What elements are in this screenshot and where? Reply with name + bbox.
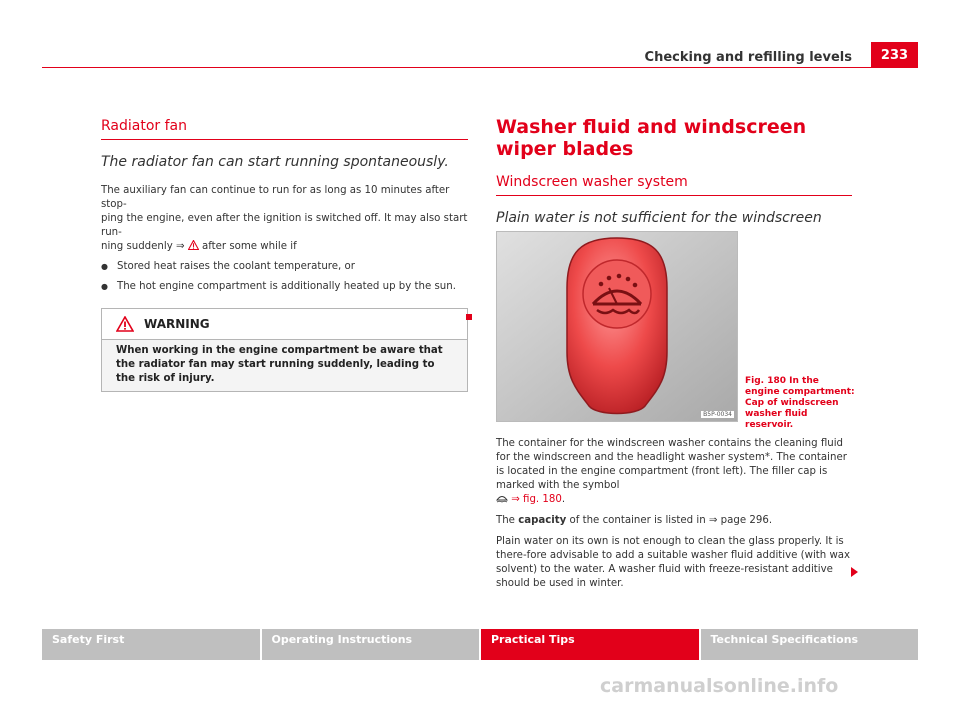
washer-paragraph-3: Plain water on its own is not enough to clean the glass properly. It is there-fore advisable to add a suitable washer fluid additive (with wax solvent) to the water. A washer fluid with freeze-resistant additive should be used in winter. — [496, 536, 851, 589]
para1-text: The container for the windscreen washer contains the cleaning fluid for the windscreen and the headlight washer system*. The container is located in the engine compartment (front left). The filler cap is marked with the symbol — [496, 438, 847, 491]
watermark: carmanualsonline.info — [600, 675, 839, 697]
washer-symbol-icon — [496, 493, 508, 503]
para2-b: of the container is listed in ⇒ page 296. — [566, 515, 773, 526]
paragraph-line-3a: ning suddenly ⇒ — [101, 241, 188, 252]
warning-label: WARNING — [144, 317, 210, 331]
left-column — [101, 118, 468, 392]
washer-cap-illustration — [497, 232, 737, 421]
section-rule — [496, 195, 852, 196]
washer-paragraph-2 — [496, 514, 856, 528]
list-item: ● Stored heat raises the coolant temperature, or — [101, 260, 468, 274]
radiator-fan-paragraph — [101, 184, 468, 254]
warning-triangle-icon — [188, 240, 199, 250]
footer-tab-technical-specifications[interactable]: Technical Specifications — [701, 629, 919, 660]
washer-system-subtitle: Plain water is not sufficient for the windscreen — [496, 210, 822, 226]
paragraph-line-2: ping the engine, even after the ignition is switched off. It may also start run- — [101, 213, 468, 238]
radiator-fan-title: Radiator fan — [101, 118, 187, 134]
warning-triangle-icon — [116, 316, 134, 332]
figure-reference-link[interactable]: ⇒ fig. 180 — [511, 494, 562, 505]
warning-text: When working in the engine compartment be aware that the radiator fan may start running suddenly, leading to the risk of injury. — [116, 345, 443, 384]
condition-list — [101, 260, 468, 294]
washer-cap-figure — [496, 231, 738, 422]
footer-tab-safety-first[interactable]: Safety First — [42, 629, 262, 660]
washer-system-title: Windscreen washer system — [496, 174, 688, 190]
figure-caption: Fig. 180 In the engine compartment: Cap of windscreen washer fluid reservoir. — [745, 376, 855, 430]
header-title: Checking and refilling levels — [644, 50, 852, 65]
page-number: 233 — [871, 42, 918, 67]
footer-tab-practical-tips[interactable]: Practical Tips — [481, 629, 701, 660]
footer-nav — [42, 629, 918, 660]
washer-body-text — [496, 437, 856, 598]
capacity-term: capacity — [518, 515, 567, 526]
section-end-marker — [466, 314, 472, 320]
para1-end: . — [561, 494, 566, 505]
washer-paragraph-1 — [496, 437, 856, 507]
radiator-fan-subtitle: The radiator fan can start running spontaneously. — [101, 154, 449, 170]
header-rule — [42, 67, 918, 68]
warning-box — [101, 308, 468, 392]
section-rule — [101, 139, 468, 140]
paragraph-line-1: The auxiliary fan can continue to run for as long as 10 minutes after stop- — [101, 185, 450, 210]
chapter-title: Washer fluid and windscreen wiper blades — [496, 116, 807, 160]
footer-tab-operating-instructions[interactable]: Operating Instructions — [262, 629, 482, 660]
list-item: ● The hot engine compartment is additionally heated up by the sun. — [101, 280, 468, 294]
paragraph-line-3b: after some while if — [198, 241, 297, 252]
warning-header — [102, 309, 467, 340]
figure-code: B5P-0034 — [703, 411, 732, 418]
continue-arrow-icon — [851, 567, 858, 577]
para2-a: The — [496, 515, 519, 526]
